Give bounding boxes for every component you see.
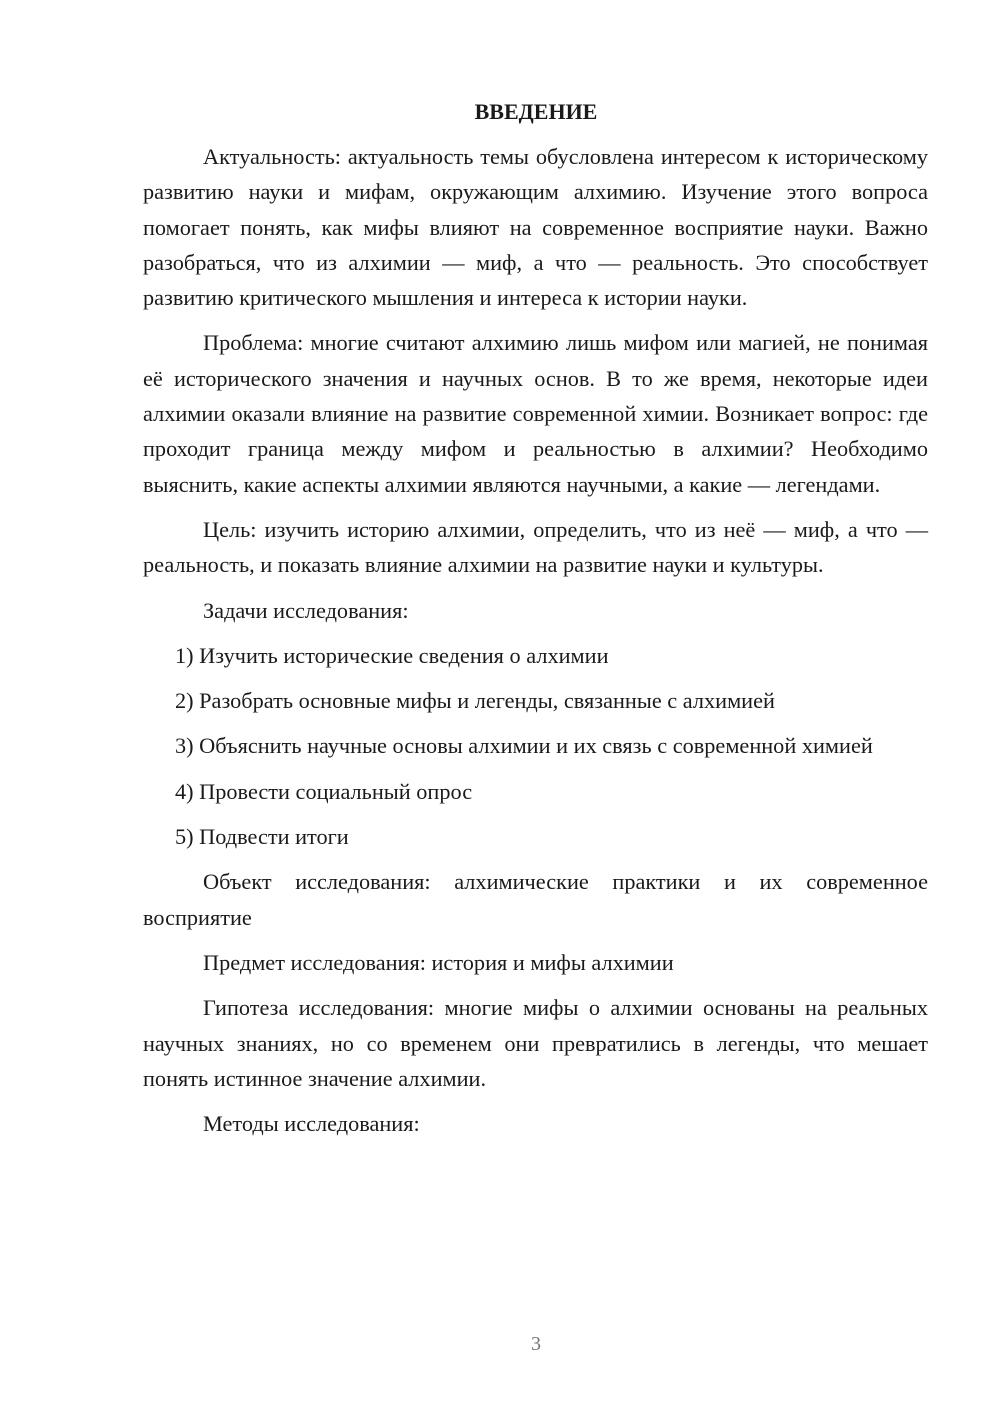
paragraph-problem: Проблема: многие считают алхимию лишь мифом или магией, не понимая её исторического значения и научных основ. В то же время, некоторые идеи алхимии оказали влияние на развитие современной химии. Возникает вопрос: где проходит граница между мифом и реальностью в алхимии? Необходимо выяснить, какие аспекты алхимии являются научными, а какие — легендами. [143, 330, 928, 497]
list-item: 1) Изучить исторические сведения о алхимии [175, 642, 609, 668]
paragraph-subject: Предмет исследования: история и мифы алхимии [203, 949, 674, 975]
section-title: ВВЕДЕНИЕ [474, 99, 598, 124]
list-item: 4) Провести социальный опрос [175, 778, 473, 804]
list-item: 2) Разобрать основные мифы и легенды, связанные с алхимией [175, 688, 775, 714]
paragraph-tasks-heading: Задачи исследования: [203, 597, 409, 623]
document-page [143, 94, 928, 1151]
paragraph-methods: Методы исследования: [203, 1111, 420, 1137]
paragraph-relevance: Актуальность: актуальность темы обусловлена интересом к историческому развитию науки и мифам, окружающим алхимию. Изучение этого вопроса помогает понять, как мифы влияют на современное восприятие науки. Важно разобраться, что из алхимии — миф, а что — реальность. Это способствует развитию критического мышления и интереса к истории науки. [143, 144, 928, 311]
page-number: 3 [531, 1333, 541, 1355]
paragraph-object: Объект исследования: алхимические практики и их современное восприятие [143, 869, 928, 930]
paragraph-hypothesis: Гипотеза исследования: многие мифы о алхимии основаны на реальных научных знаниях, но со временем они превратились в легенды, что мешает понять истинное значение алхимии. [143, 995, 928, 1091]
paragraph-goal: Цель: изучить историю алхимии, определить, что из неё — миф, а что — реальность, и показать влияние алхимии на развитие науки и культуры. [143, 516, 928, 578]
list-item: 5) Подвести итоги [175, 824, 349, 850]
list-item: 3) Объяснить научные основы алхимии и их связь с современной химией [175, 733, 873, 759]
